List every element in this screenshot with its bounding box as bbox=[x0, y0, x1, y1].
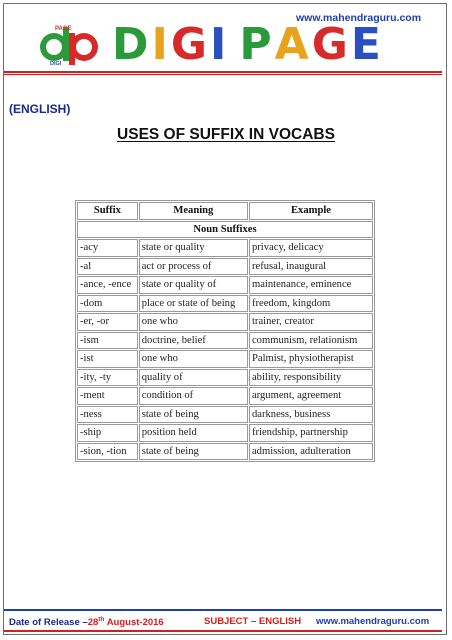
site-url[interactable]: www.mahendraguru.com bbox=[296, 12, 422, 24]
cell-suffix: -ity, -ty bbox=[77, 369, 138, 387]
logo-letter: G bbox=[311, 19, 351, 70]
cell-suffix: -ment bbox=[77, 387, 138, 405]
table-header-row bbox=[77, 202, 373, 220]
cell-meaning: one who bbox=[139, 313, 248, 331]
logo-wordmark bbox=[112, 20, 384, 70]
table-row bbox=[77, 239, 373, 257]
cell-meaning: one who bbox=[139, 350, 248, 368]
section-heading: Noun Suffixes bbox=[77, 221, 373, 239]
cell-suffix: -er, -or bbox=[77, 313, 138, 331]
logo-letter: P bbox=[239, 19, 275, 70]
column-header-suffix: Suffix bbox=[77, 202, 138, 220]
cell-meaning: place or state of being bbox=[139, 295, 248, 313]
logo-small-bottom: DIGI bbox=[50, 61, 62, 66]
footer-url[interactable]: www.mahendraguru.com bbox=[316, 616, 430, 627]
cell-suffix: -sion, -tion bbox=[77, 443, 138, 461]
cell-suffix: -ance, -ence bbox=[77, 276, 138, 294]
cell-suffix: -ship bbox=[77, 424, 138, 442]
table-row bbox=[77, 295, 373, 313]
cell-meaning: doctrine, belief bbox=[139, 332, 248, 350]
cell-suffix: -ism bbox=[77, 332, 138, 350]
cell-example: communism, relationism bbox=[249, 332, 373, 350]
cell-suffix: -ist bbox=[77, 350, 138, 368]
table-row bbox=[77, 387, 373, 405]
header-divider-thin bbox=[4, 74, 442, 75]
section-row bbox=[77, 221, 373, 239]
cell-example: admission, adulteration bbox=[249, 443, 373, 461]
table-row bbox=[77, 443, 373, 461]
table-row bbox=[77, 276, 373, 294]
suffix-table bbox=[75, 200, 375, 462]
release-prefix: Date of Release – bbox=[9, 617, 88, 629]
footer-divider bbox=[4, 609, 442, 611]
cell-example: maintenance, eminence bbox=[249, 276, 373, 294]
cell-meaning: state of being bbox=[139, 443, 248, 461]
page-title-text: USES OF SUFFIX IN VOCABS bbox=[117, 126, 335, 143]
cell-meaning: position held bbox=[139, 424, 248, 442]
cell-suffix: -ness bbox=[77, 406, 138, 424]
header-divider bbox=[4, 71, 442, 73]
table-row bbox=[77, 313, 373, 331]
cell-example: freedom, kingdom bbox=[249, 295, 373, 313]
cell-suffix: -al bbox=[77, 258, 138, 276]
logo-letter: I bbox=[151, 19, 171, 70]
cell-meaning: state of being bbox=[139, 406, 248, 424]
cell-meaning: state or quality bbox=[139, 239, 248, 257]
table-row bbox=[77, 350, 373, 368]
cell-example: argument, agreement bbox=[249, 387, 373, 405]
cell-example: darkness, business bbox=[249, 406, 373, 424]
logo-letter: G bbox=[170, 19, 211, 70]
release-day: 28th August-2016 bbox=[87, 616, 164, 629]
column-header-meaning: Meaning bbox=[139, 202, 248, 220]
cell-meaning: act or process of bbox=[139, 258, 248, 276]
cell-example: refusal, inaugural bbox=[249, 258, 373, 276]
cell-example: ability, responsibility bbox=[249, 369, 373, 387]
logo-letter: I bbox=[210, 19, 230, 70]
column-header-example: Example bbox=[249, 202, 373, 220]
cell-suffix: -acy bbox=[77, 239, 138, 257]
subject-tag: (ENGLISH) bbox=[9, 102, 71, 116]
cell-meaning: state or quality of bbox=[139, 276, 248, 294]
cell-example: privacy, delicacy bbox=[249, 239, 373, 257]
table-row bbox=[77, 424, 373, 442]
footer-divider-bottom bbox=[4, 630, 442, 632]
digipage-logo-icon bbox=[34, 22, 104, 66]
cell-meaning: condition of bbox=[139, 387, 248, 405]
logo-letter: E bbox=[350, 19, 384, 70]
footer-subject: SUBJECT – ENGLISH bbox=[204, 616, 302, 627]
cell-suffix: -dom bbox=[77, 295, 138, 313]
logo-letter: D bbox=[112, 19, 152, 70]
release-date bbox=[9, 616, 164, 628]
cell-example: Palmist, physiotherapist bbox=[249, 350, 373, 368]
cell-example: trainer, creator bbox=[249, 313, 373, 331]
cell-example: friendship, partnership bbox=[249, 424, 373, 442]
page-title bbox=[0, 126, 452, 144]
table-row bbox=[77, 369, 373, 387]
logo-small-top: PAGE bbox=[55, 26, 72, 32]
table-row bbox=[77, 406, 373, 424]
table-row bbox=[77, 332, 373, 350]
logo-letter: A bbox=[274, 19, 312, 70]
cell-meaning: quality of bbox=[139, 369, 248, 387]
table-row bbox=[77, 258, 373, 276]
